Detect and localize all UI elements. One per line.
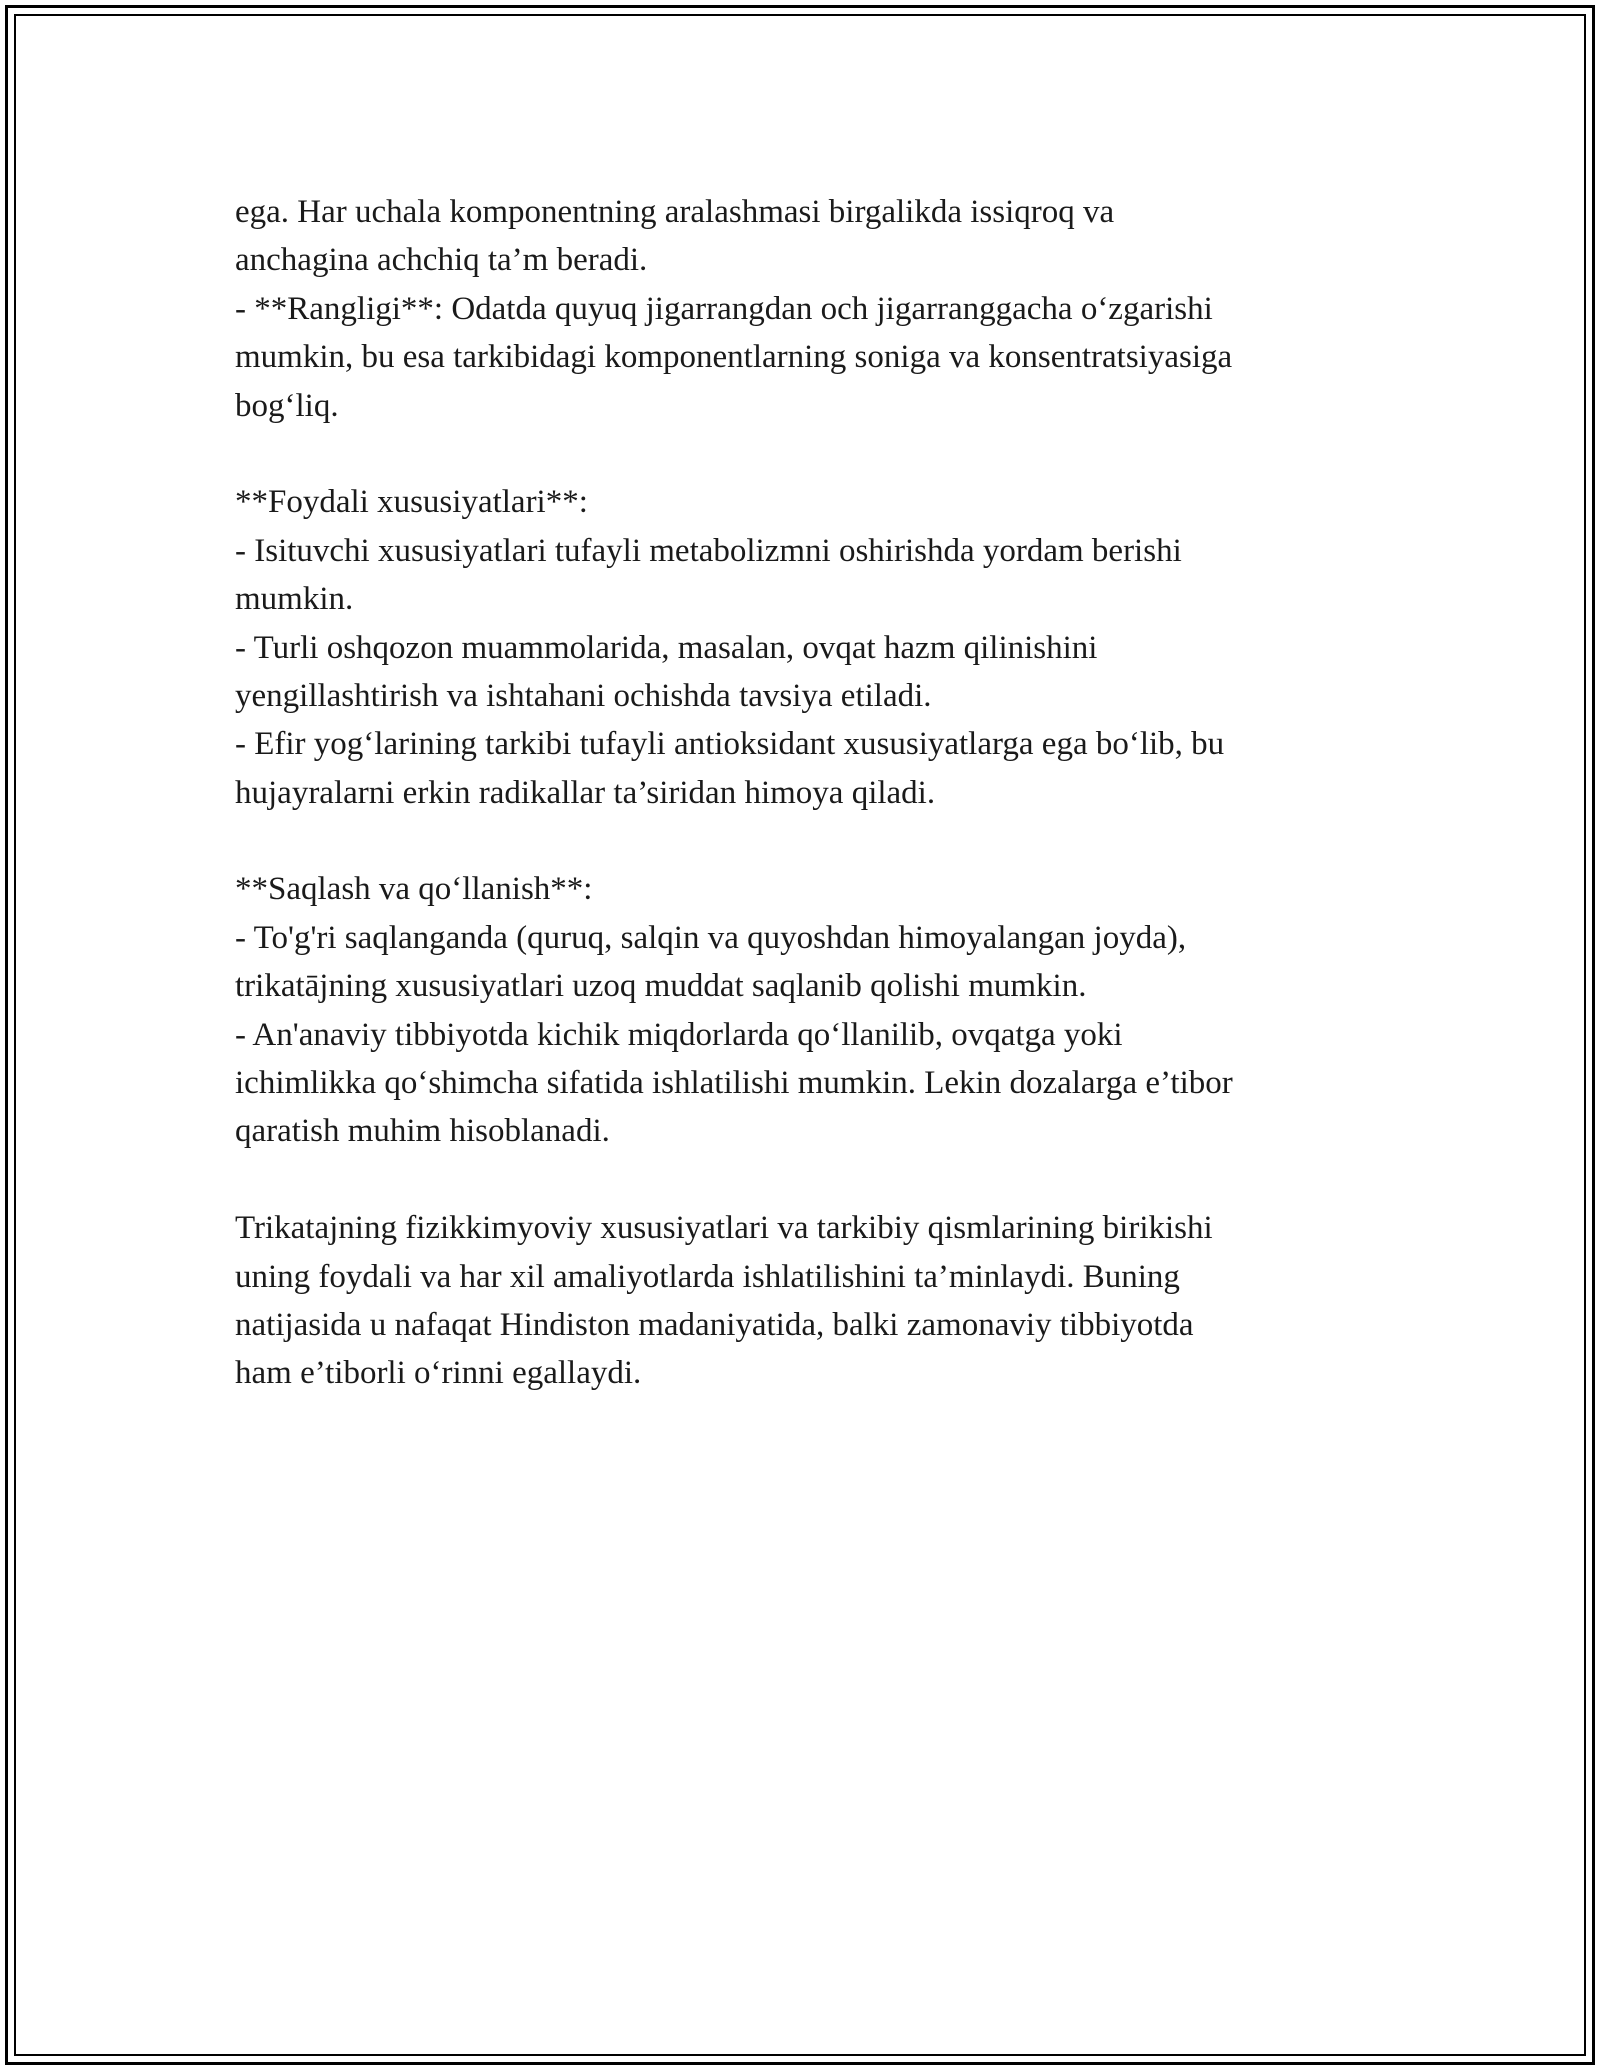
text-line: ichimlikka qo‘shimcha sifatida ishlatilishi mumkin. Lekin dozalarga e’tibor <box>235 1065 1233 1102</box>
text-line: Trikatajning fizikkimyoviy xususiyatlari va tarkibiy qismlarining birikishi <box>235 1210 1213 1247</box>
text-line: uning foydali va har xil amaliyotlarda ishlatilishini ta’minlaydi. Buning <box>235 1258 1180 1295</box>
text-line: trikatājning xususiyatlari uzoq muddat saqlanib qolishi mumkin. <box>235 968 1087 1005</box>
document-body <box>235 188 1385 1398</box>
text-line: natijasida u nafaqat Hindiston madaniyatida, balki zamonaviy tibbiyotda <box>235 1306 1194 1343</box>
text-line: - To'g'ri saqlanganda (quruq, salqin va quyoshdan himoyalangan joyda), <box>235 919 1187 956</box>
text-line: - Efir yog‘larining tarkibi tufayli antioksidant xususiyatlarga ega bo‘lib, bu <box>235 726 1225 763</box>
text-line: - An'anaviy tibbiyotda kichik miqdorlarda qo‘llanilib, ovqatga yoki <box>235 1016 1123 1053</box>
text-line: hujayralarni erkin radikallar ta’siridan himoya qiladi. <box>235 774 936 811</box>
text-line: mumkin, bu esa tarkibidagi komponentlarning soniga va konsentratsiyasiga <box>235 339 1233 376</box>
text-line: ega. Har uchala komponentning aralashmasi birgalikda issiqroq va <box>235 194 1115 230</box>
text-line: anchagina achchiq ta’m beradi. <box>235 242 648 279</box>
section-heading-saqlash: **Saqlash va qo‘llanish**: <box>235 871 593 908</box>
blank-line <box>235 817 1385 865</box>
text-line: ham e’tiborli o‘rinni egallaydi. <box>235 1355 642 1392</box>
text-line: yengillashtirish va ishtahani ochishda tavsiya etiladi. <box>235 677 932 714</box>
text-line: - Isituvchi xususiyatlari tufayli metabolizmni oshirishda yordam berishi <box>235 532 1182 569</box>
blank-line <box>235 1156 1385 1204</box>
text-line: mumkin. <box>235 581 354 618</box>
text-line: qaratish muhim hisoblanadi. <box>235 1113 610 1150</box>
text-line: bog‘liq. <box>235 387 339 424</box>
section-heading-foydali: **Foydali xususiyatlari**: <box>235 484 588 521</box>
blank-line <box>235 430 1385 478</box>
text-line: - **Rangligi**: Odatda quyuq jigarrangdan och jigarranggacha o‘zgarishi <box>235 290 1213 327</box>
text-line: - Turli oshqozon muammolarida, masalan, ovqat hazm qilinishini <box>235 629 1098 666</box>
